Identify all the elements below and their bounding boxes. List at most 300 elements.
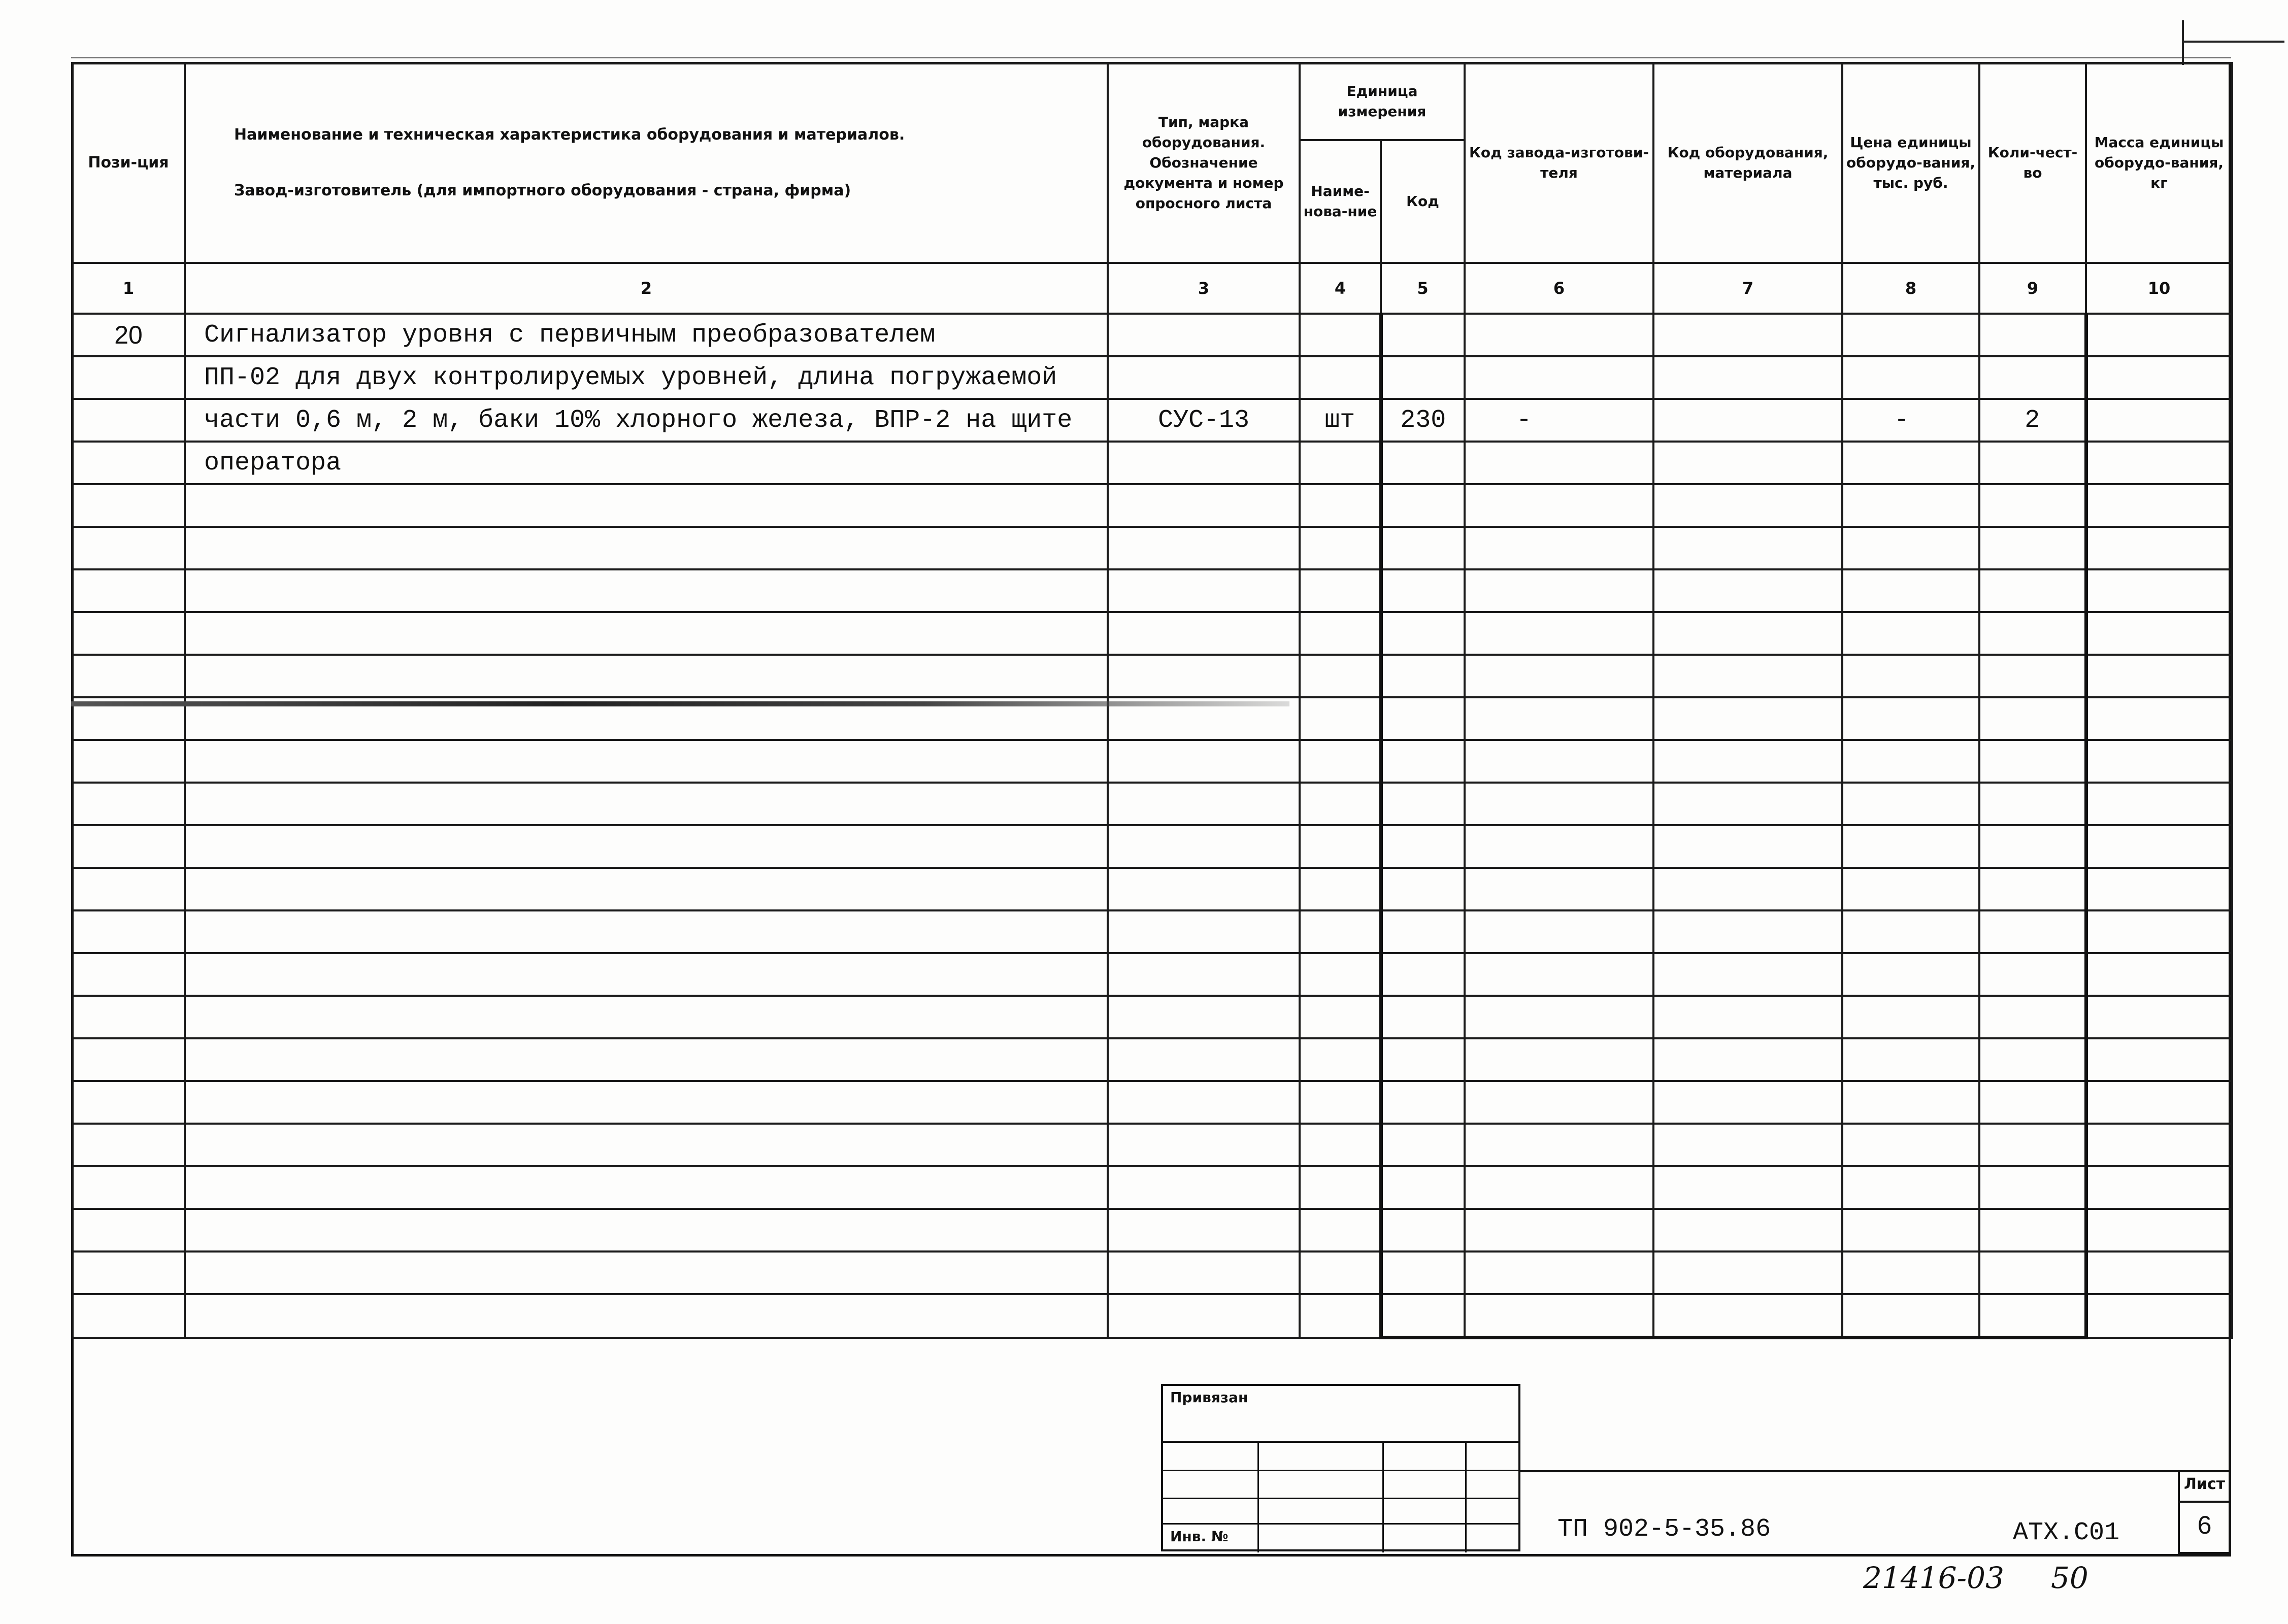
table-cell-price: [1842, 868, 1979, 910]
table-cell-mass: [2086, 1166, 2232, 1209]
table-cell-maker-code: [1465, 825, 1653, 868]
table-cell-unit: [1300, 740, 1381, 783]
table-row: [72, 1166, 2232, 1209]
tied-label: Привязан: [1170, 1389, 1248, 1406]
table-cell-type: [1108, 612, 1300, 655]
table-cell-equip-code: [1653, 1081, 1842, 1124]
table-cell-type: [1108, 868, 1300, 910]
table-cell-qty: [1979, 740, 2086, 783]
table-cell-unit-code: [1381, 1294, 1465, 1338]
table-cell-unit: [1300, 612, 1381, 655]
table-cell-type: [1108, 1209, 1300, 1251]
table-cell-name: [185, 612, 1108, 655]
table-cell-unit-code: [1381, 740, 1465, 783]
table-row: [72, 953, 2232, 996]
table-cell-unit: [1300, 996, 1381, 1038]
table-cell-type: [1108, 314, 1300, 356]
table-cell-qty: [1979, 1124, 2086, 1166]
table-cell-mass: [2086, 868, 2232, 910]
table-row: [72, 996, 2232, 1038]
table-cell-mass: [2086, 740, 2232, 783]
header-mass: Масса единицы оборудо-вания, кг: [2086, 63, 2232, 263]
header-row-top: [72, 63, 2232, 140]
table-cell-maker-code: [1465, 1081, 1653, 1124]
table-row: [72, 1209, 2232, 1251]
table-cell-name: Сигнализатор уровня с первичным преобразователем: [185, 314, 1108, 356]
tb-line: [1382, 1441, 1384, 1552]
table-cell-maker-code: [1465, 442, 1653, 484]
table-cell-name: части 0,6 м, 2 м, баки 10% хлорного железа, ВПР-2 на щите: [185, 399, 1108, 442]
table-cell-equip-code: [1653, 612, 1842, 655]
page-number-handwritten: 50: [2051, 1561, 2088, 1595]
table-cell-unit-code: 230: [1381, 399, 1465, 442]
column-number: 7: [1653, 263, 1842, 314]
table-cell-equip-code: [1653, 442, 1842, 484]
table-cell-mass: [2086, 612, 2232, 655]
table-cell-maker-code: [1465, 1209, 1653, 1251]
table-cell-type: [1108, 910, 1300, 953]
table-cell-pos: [72, 996, 185, 1038]
table-cell-unit: [1300, 1209, 1381, 1251]
table-cell-mass: [2086, 996, 2232, 1038]
table-cell-qty: [1979, 1038, 2086, 1081]
table-row: [72, 527, 2232, 569]
table-cell-unit: [1300, 1166, 1381, 1209]
table-cell-type: [1108, 442, 1300, 484]
table-cell-type: СУС-13: [1108, 399, 1300, 442]
table-cell-unit: [1300, 783, 1381, 825]
table-cell-qty: [1979, 569, 2086, 612]
top-border-line: [71, 57, 2231, 58]
table-cell-type: [1108, 996, 1300, 1038]
table-cell-name: [185, 910, 1108, 953]
table-cell-unit-code: [1381, 484, 1465, 527]
table-cell-unit: [1300, 1081, 1381, 1124]
header-name: Наименование и техническая характеристика оборудования и материалов. Завод-изготовитель (для импортного оборудования - страна, фирма): [185, 63, 1108, 263]
table-cell-qty: [1979, 996, 2086, 1038]
table-cell-qty: [1979, 1251, 2086, 1294]
table-row: [72, 655, 2232, 697]
table-cell-maker-code: [1465, 1251, 1653, 1294]
table-cell-maker-code: [1465, 783, 1653, 825]
table-cell-equip-code: [1653, 1251, 1842, 1294]
table-cell-unit: [1300, 527, 1381, 569]
table-row: [72, 1294, 2232, 1338]
table-cell-mass: [2086, 1209, 2232, 1251]
table-cell-type: [1108, 1166, 1300, 1209]
header-price: Цена единицы оборудо-вания, тыс. руб.: [1842, 63, 1979, 263]
table-cell-pos: [72, 527, 185, 569]
table-cell-unit: [1300, 825, 1381, 868]
header-position: Пози-ция: [72, 63, 185, 263]
table-row: [72, 1124, 2232, 1166]
header-unit-code: Код: [1381, 140, 1465, 263]
table-cell-maker-code: [1465, 1166, 1653, 1209]
sheet-label: Лист: [2183, 1475, 2226, 1493]
table-cell-mass: [2086, 442, 2232, 484]
table-cell-equip-code: [1653, 868, 1842, 910]
table-cell-price: [1842, 527, 1979, 569]
table-cell-name: [185, 1081, 1108, 1124]
table-cell-qty: [1979, 527, 2086, 569]
table-cell-unit: [1300, 1124, 1381, 1166]
table-cell-mass: [2086, 1038, 2232, 1081]
table-cell-price: [1842, 740, 1979, 783]
table-cell-name: [185, 953, 1108, 996]
table-row: [72, 399, 2232, 442]
table-row: [72, 825, 2232, 868]
table-cell-type: [1108, 356, 1300, 399]
table-cell-name: оператора: [185, 442, 1108, 484]
table-cell-maker-code: [1465, 996, 1653, 1038]
table-cell-unit-code: [1381, 356, 1465, 399]
table-cell-mass: [2086, 697, 2232, 740]
table-cell-price: -: [1842, 399, 1979, 442]
table-cell-price: [1842, 1038, 1979, 1081]
table-cell-pos: [72, 953, 185, 996]
table-cell-pos: [72, 442, 185, 484]
table-cell-name: [185, 740, 1108, 783]
table-cell-unit: [1300, 953, 1381, 996]
table-body: [72, 314, 2232, 1338]
table-cell-mass: [2086, 484, 2232, 527]
table-cell-unit-code: [1381, 612, 1465, 655]
table-cell-price: [1842, 1124, 1979, 1166]
table-cell-name: ПП-02 для двух контролируемых уровней, длина погружаемой: [185, 356, 1108, 399]
table-cell-mass: [2086, 314, 2232, 356]
table-cell-qty: [1979, 953, 2086, 996]
column-number: 3: [1108, 263, 1300, 314]
table-cell-type: [1108, 1124, 1300, 1166]
table-cell-pos: [72, 1209, 185, 1251]
table-cell-name: [185, 783, 1108, 825]
table-cell-qty: [1979, 697, 2086, 740]
table-cell-pos: [72, 356, 185, 399]
table-cell-price: [1842, 783, 1979, 825]
table-cell-unit: [1300, 655, 1381, 697]
table-cell-equip-code: [1653, 1124, 1842, 1166]
table-cell-pos: [72, 1166, 185, 1209]
table-cell-pos: [72, 655, 185, 697]
table-cell-unit-code: [1381, 825, 1465, 868]
table-cell-maker-code: [1465, 527, 1653, 569]
table-cell-unit: [1300, 442, 1381, 484]
table-cell-unit-code: [1381, 1166, 1465, 1209]
table-cell-price: [1842, 484, 1979, 527]
table-cell-type: [1108, 655, 1300, 697]
table-cell-price: [1842, 1251, 1979, 1294]
table-cell-equip-code: [1653, 697, 1842, 740]
table-cell-equip-code: [1653, 783, 1842, 825]
column-number: 5: [1381, 263, 1465, 314]
table-cell-price: [1842, 356, 1979, 399]
table-cell-name: [185, 484, 1108, 527]
table-row: [72, 442, 2232, 484]
table-cell-unit: [1300, 356, 1381, 399]
table-row: [72, 1038, 2232, 1081]
table-cell-price: [1842, 655, 1979, 697]
column-number: 6: [1465, 263, 1653, 314]
table-cell-equip-code: [1653, 953, 1842, 996]
table-cell-pos: [72, 484, 185, 527]
table-cell-pos: [72, 825, 185, 868]
corner-mark-horizontal: [2183, 41, 2284, 43]
table-cell-name: [185, 868, 1108, 910]
table-cell-maker-code: [1465, 314, 1653, 356]
table-cell-maker-code: [1465, 868, 1653, 910]
table-cell-equip-code: [1653, 569, 1842, 612]
column-number-row: [72, 263, 2232, 314]
table-cell-unit: [1300, 314, 1381, 356]
table-cell-pos: [72, 1294, 185, 1338]
table-cell-equip-code: [1653, 740, 1842, 783]
table-cell-qty: [1979, 910, 2086, 953]
table-cell-qty: [1979, 1209, 2086, 1251]
table-cell-price: [1842, 612, 1979, 655]
table-cell-price: [1842, 1209, 1979, 1251]
table-cell-maker-code: [1465, 1124, 1653, 1166]
table-cell-name: [185, 655, 1108, 697]
sheet-number: 6: [2197, 1511, 2212, 1539]
table-cell-qty: [1979, 1294, 2086, 1338]
header-unit-name: Наиме-нова-ние: [1300, 140, 1381, 263]
table-cell-qty: [1979, 484, 2086, 527]
table-cell-unit-code: [1381, 314, 1465, 356]
table-cell-pos: [72, 1251, 185, 1294]
table-cell-pos: [72, 868, 185, 910]
table-cell-equip-code: [1653, 484, 1842, 527]
table-cell-equip-code: [1653, 399, 1842, 442]
table-cell-unit: [1300, 697, 1381, 740]
table-cell-pos: [72, 569, 185, 612]
table-cell-maker-code: [1465, 612, 1653, 655]
table-cell-name: [185, 1166, 1108, 1209]
table-cell-unit-code: [1381, 569, 1465, 612]
table-cell-equip-code: [1653, 1166, 1842, 1209]
table-cell-pos: [72, 1038, 185, 1081]
tb-line: [1465, 1441, 1467, 1552]
table-row: [72, 484, 2232, 527]
table-cell-qty: [1979, 442, 2086, 484]
table-cell-type: [1108, 1294, 1300, 1338]
table-row: [72, 740, 2232, 783]
table-cell-equip-code: [1653, 1294, 1842, 1338]
table-cell-price: [1842, 1294, 1979, 1338]
table-row: [72, 783, 2232, 825]
table-cell-name: [185, 1124, 1108, 1166]
table-cell-unit-code: [1381, 697, 1465, 740]
table-cell-maker-code: [1465, 356, 1653, 399]
table-cell-mass: [2086, 953, 2232, 996]
table-cell-maker-code: [1465, 953, 1653, 996]
table-cell-qty: [1979, 1166, 2086, 1209]
table-cell-price: [1842, 569, 1979, 612]
column-number: 10: [2086, 263, 2232, 314]
table-row: [72, 868, 2232, 910]
table-cell-equip-code: [1653, 996, 1842, 1038]
table-cell-maker-code: [1465, 1038, 1653, 1081]
tb-divider: [1520, 1470, 2180, 1472]
table-cell-type: [1108, 484, 1300, 527]
table-cell-pos: [72, 740, 185, 783]
table-cell-mass: [2086, 825, 2232, 868]
table-cell-qty: [1979, 314, 2086, 356]
table-cell-maker-code: [1465, 655, 1653, 697]
table-cell-unit: [1300, 1294, 1381, 1338]
table-cell-unit-code: [1381, 868, 1465, 910]
table-cell-type: [1108, 569, 1300, 612]
specification-table: [71, 62, 2233, 1339]
table-cell-mass: [2086, 910, 2232, 953]
table-cell-mass: [2086, 569, 2232, 612]
table-cell-qty: [1979, 868, 2086, 910]
sheet-code: АТХ.С01: [2013, 1518, 2120, 1547]
table-cell-type: [1108, 825, 1300, 868]
table-cell-name: [185, 569, 1108, 612]
inventory-label: Инв. №: [1170, 1528, 1229, 1545]
table-cell-mass: [2086, 783, 2232, 825]
table-row: [72, 569, 2232, 612]
table-cell-equip-code: [1653, 910, 1842, 953]
table-cell-pos: [72, 1124, 185, 1166]
table-cell-pos: [72, 399, 185, 442]
table-cell-equip-code: [1653, 1038, 1842, 1081]
table-cell-type: [1108, 740, 1300, 783]
table-cell-mass: [2086, 1294, 2232, 1338]
header-quantity: Коли-чест-во: [1979, 63, 2086, 263]
table-cell-qty: [1979, 825, 2086, 868]
table-row: [72, 356, 2232, 399]
table-cell-type: [1108, 527, 1300, 569]
table-cell-qty: [1979, 356, 2086, 399]
table-cell-unit: [1300, 1038, 1381, 1081]
table-row: [72, 612, 2232, 655]
table-cell-name: [185, 1251, 1108, 1294]
table-cell-unit-code: [1381, 783, 1465, 825]
header-unit-group: Единица измерения: [1300, 63, 1465, 140]
table-cell-qty: [1979, 1081, 2086, 1124]
table-cell-equip-code: [1653, 825, 1842, 868]
table-cell-price: [1842, 996, 1979, 1038]
table-row: [72, 314, 2232, 356]
column-number: 8: [1842, 263, 1979, 314]
table-cell-price: [1842, 1166, 1979, 1209]
table-row: [72, 910, 2232, 953]
table-cell-unit-code: [1381, 996, 1465, 1038]
table-cell-type: [1108, 1081, 1300, 1124]
table-cell-mass: [2086, 399, 2232, 442]
table-cell-price: [1842, 314, 1979, 356]
table-cell-mass: [2086, 356, 2232, 399]
table-cell-unit-code: [1381, 910, 1465, 953]
table-cell-equip-code: [1653, 356, 1842, 399]
table-cell-mass: [2086, 1124, 2232, 1166]
table-cell-mass: [2086, 527, 2232, 569]
header-maker-code: Код завода-изготови-теля: [1465, 63, 1653, 263]
table-cell-maker-code: -: [1465, 399, 1653, 442]
table-cell-price: [1842, 910, 1979, 953]
table-row: [72, 1251, 2232, 1294]
table-cell-unit-code: [1381, 1081, 1465, 1124]
table-cell-unit: [1300, 910, 1381, 953]
table-cell-type: [1108, 953, 1300, 996]
table-cell-maker-code: [1465, 697, 1653, 740]
table-cell-name: [185, 527, 1108, 569]
table-cell-type: [1108, 783, 1300, 825]
table-cell-pos: [72, 612, 185, 655]
table-cell-unit: [1300, 484, 1381, 527]
header-type: Тип, марка оборудования. Обозначение документа и номер опросного листа: [1108, 63, 1300, 263]
table-cell-name: [185, 1038, 1108, 1081]
table-cell-qty: [1979, 612, 2086, 655]
table-cell-mass: [2086, 1251, 2232, 1294]
table-cell-price: [1842, 697, 1979, 740]
table-cell-unit-code: [1381, 442, 1465, 484]
table-cell-equip-code: [1653, 1209, 1842, 1251]
table-cell-unit-code: [1381, 1209, 1465, 1251]
table-cell-price: [1842, 825, 1979, 868]
table-cell-unit: [1300, 1251, 1381, 1294]
table-cell-unit: [1300, 569, 1381, 612]
table-cell-pos: [72, 783, 185, 825]
table-cell-type: [1108, 1251, 1300, 1294]
table-cell-equip-code: [1653, 527, 1842, 569]
archive-number: 21416-03: [1863, 1561, 2004, 1595]
column-number: 4: [1300, 263, 1381, 314]
header-equipment-code: Код оборудования, материала: [1653, 63, 1842, 263]
table-cell-pos: [72, 1081, 185, 1124]
table-cell-qty: [1979, 783, 2086, 825]
column-number: 2: [185, 263, 1108, 314]
table-cell-qty: [1979, 655, 2086, 697]
table-cell-maker-code: [1465, 569, 1653, 612]
column-number: 9: [1979, 263, 2086, 314]
table-cell-unit-code: [1381, 1124, 1465, 1166]
table-cell-price: [1842, 953, 1979, 996]
table-cell-mass: [2086, 655, 2232, 697]
title-block: [1161, 1384, 1520, 1551]
table-cell-unit-code: [1381, 527, 1465, 569]
column-number: 1: [72, 263, 185, 314]
table-cell-type: [1108, 1038, 1300, 1081]
table-cell-maker-code: [1465, 1294, 1653, 1338]
document-code: ТП 902-5-35.86: [1557, 1515, 1771, 1544]
table-cell-price: [1842, 1081, 1979, 1124]
table-cell-unit: [1300, 868, 1381, 910]
table-cell-name: [185, 825, 1108, 868]
table-cell-qty: 2: [1979, 399, 2086, 442]
table-cell-price: [1842, 442, 1979, 484]
table-cell-name: [185, 1209, 1108, 1251]
table-cell-unit-code: [1381, 1251, 1465, 1294]
table-cell-unit-code: [1381, 953, 1465, 996]
table-cell-pos: 20: [72, 314, 185, 356]
tb-line: [1257, 1441, 1259, 1552]
table-cell-unit-code: [1381, 1038, 1465, 1081]
corner-mark-vertical: [2182, 20, 2184, 65]
table-cell-maker-code: [1465, 740, 1653, 783]
sheet-separator: [2180, 1501, 2229, 1503]
table-cell-maker-code: [1465, 910, 1653, 953]
scan-smudge: [71, 701, 1289, 706]
table-cell-equip-code: [1653, 314, 1842, 356]
table-cell-name: [185, 1294, 1108, 1338]
table-cell-pos: [72, 910, 185, 953]
table-cell-equip-code: [1653, 655, 1842, 697]
table-cell-mass: [2086, 1081, 2232, 1124]
table-cell-unit-code: [1381, 655, 1465, 697]
table-cell-maker-code: [1465, 484, 1653, 527]
